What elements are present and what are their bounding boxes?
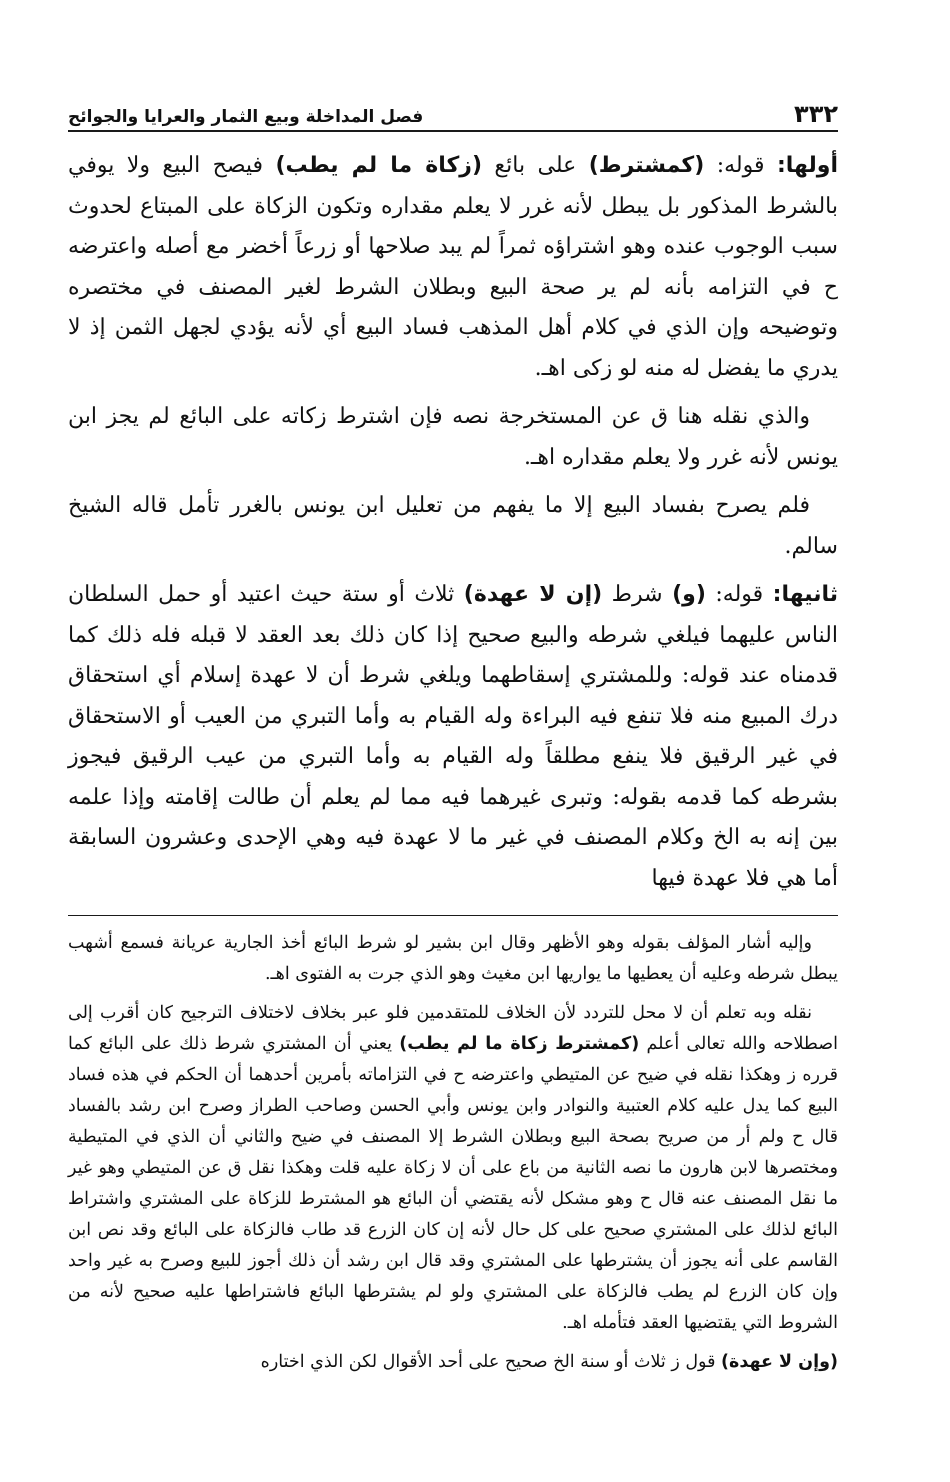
main-text (68, 146, 838, 899)
footnote-paragraph: وإليه أشار المؤلف بقوله وهو الأظهر وقال ابن بشير لو شرط البائع أخذ الجارية عريانة فسمع أشهب يبطل شرطه وعليه أن يعطيها ما يواريها ابن مغيث وهو الذي جرت به الفتوى اهـ. (68, 933, 838, 984)
footnote-divider (68, 915, 838, 916)
text: قوله: (704, 153, 777, 178)
label-second: ثانيها: (772, 582, 839, 607)
label-first: أولها: (776, 153, 839, 178)
text: يعني أن المشتري شرط ذلك على البائع كما قرره ز وهكذا نقله في ضيح عن المتيطي واعترضه ح في التزاماته بأمرين أحدهما أن الحكم في هذه فساد البيع كما يدل عليه كلام العتبية والنوادر وابن يونس وأبي الحسن وصاحب الطراز وصرح ابن رشد بالفساد قال ح ولم أر من صريح بصحة البيع وبطلان الشرط إلا المصنف في ضيح والثاني أن الذي في المتيطية ومختصرها لابن هارون ما نصه الثانية من باع على أن لا زكاة عليه قلت وهكذا نقل ق عن المتيطي وهو غير ما نقل المصنف عنه قال ح وهو مشكل لأنه يقتضي أن البائع هو المشترط للزكاة على المشتري واشتراط البائع لذلك على المشتري صحيح على كل حال لأنه إن كان الزرع قد طاب فالزكاة على البائع وقد نص ابن القاسم على أنه يجوز أن يشترطها على المشتري وقد قال ابن رشد أن ذلك أجوز للبيع وصرح به غير واحد وإن كان الزرع لم يطب فالزكاة على المشتري ولو لم يشترطها البائع فاشتراطها عليه صحيح لأنه من الشروط التي يقتضيها العقد فتأمله اهـ. (68, 1034, 838, 1333)
paragraph-second-issue (68, 575, 838, 899)
text: قول ز ثلاث أو سنة الخ صحيح على أحد الأقوال لكن الذي اختاره (260, 1352, 722, 1372)
text: ثلاث أو ستة حيث اعتيد أو حمل السلطان الناس عليهما فيلغي شرطه والبيع صحيح إذا كان ذلك بعد العقد لا قبله فله ذلك كما قدمناه عند قوله: وللمشتري إسقاطهما ويلغي شرط أن لا عهدة إسلام أي استحقاق درك المبيع منه فلا تنفع فيه البراءة وله القيام به وأما التبري من العيب أو الاستحقاق في غير الرقيق فلا ينفع مطلقاً وله القيام به وأما التبري من عيب الرقيق فيجوز بشرطه كما قدمه بقوله: وتبرى غيرهما فيه مما لم يعلم أن طالت إقامته وإذا علمه بين إنه به الخ وكلام المصنف في غير ما لا عهدة فيه وهي الإحدى وعشرون السابقة أما هي فلا عهدة فيها (68, 582, 839, 891)
quote-bold: (وإن لا عهدة) (721, 1352, 838, 1372)
chapter-title: فصل المداخلة وبيع الثمار والعرايا والجوائح (68, 107, 424, 127)
text: شرط (602, 582, 673, 607)
running-header (68, 92, 838, 132)
page-number: ٣٣٢ (794, 100, 838, 128)
paragraph-first-issue (68, 146, 838, 389)
paragraph-sheikh-salim: فلم يصرح بفساد البيع إلا ما يفهم من تعليل ابن يونس بالغرر تأمل قاله الشيخ سالم. (68, 493, 838, 559)
footnotes (68, 928, 838, 1378)
quote-bold: (زكاة ما لم يطب) (275, 153, 482, 178)
book-page (68, 92, 838, 1462)
text: على بائع (482, 153, 589, 178)
quote-bold: (كمشترط زكاة ما لم يطب) (399, 1034, 640, 1054)
quote-bold: (كمشترط) (588, 153, 705, 178)
text: فيصح البيع ولا يوفي بالشرط المذكور بل يبطل لأنه غرر لا يعلم مقداره وتكون الزكاة على المبتاع لحدوث سبب الوجوب عنده وهو اشتراؤه ثمراً لم يبد صلاحها أو زرعاً أخضر مع أصله واعترضه ح في التزامه بأنه لم ير صحة البيع وبطلان الشرط لغير المصنف في مختصره وتوضيحه وإن الذي في كلام أهل المذهب فساد البيع أي لأنه يؤدي لجهل الثمن إذ لا يدري ما يفضل له منه لو زكى اهـ. (68, 153, 838, 381)
text: نقله وبه تعلم أن لا محل للتردد لأن الخلاف للمتقدمين فلو عبر بخلاف لاختلاف الترجيح كان أقرب إلى اصطلاحه والله تعالى أعلم (68, 1003, 838, 1054)
paragraph-quote-ibn-yunus: والذي نقله هنا ق عن المستخرجة نصه فإن اشترط زكاته على البائع لم يجز ابن يونس لأنه غرر ولا يعلم مقداره اهـ. (68, 404, 838, 470)
footnote-paragraph (68, 1347, 838, 1378)
quote-bold: (و) (672, 582, 706, 607)
quote-bold: (إن لا عهدة) (463, 582, 603, 607)
footnote-paragraph (68, 998, 838, 1339)
text: قوله: (705, 582, 773, 607)
